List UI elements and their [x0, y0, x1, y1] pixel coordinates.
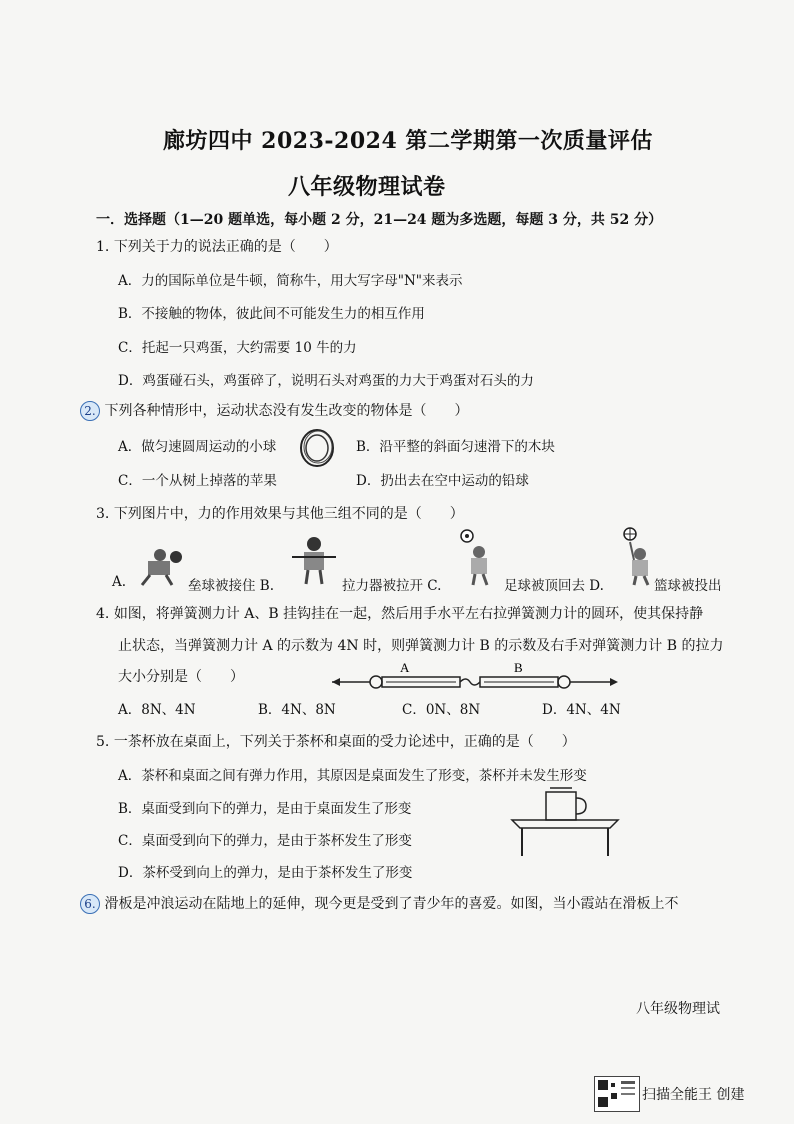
scale-label-a: A: [400, 660, 410, 675]
question-stem: 下列图片中，力的作用效果与其他三组不同的是（ ）: [113, 506, 464, 522]
question-stem: 下列各种情形中，运动状态没有发生改变的物体是（ ）: [104, 403, 469, 419]
q5-option-b: B．桌面受到向下的弹力，是由于桌面发生了形变: [118, 801, 412, 817]
q2-option-d: D．扔出去在空中运动的铅球: [356, 473, 529, 489]
q3-caption-expander: 拉力器被拉开 C.: [342, 578, 442, 594]
question-4-line-2: 止状态，当弹簧测力计 A 的示数为 4N 时，则弹簧测力计 B 的示数及右手对弹簧测力计 B 的拉力: [118, 638, 724, 654]
question-number: 4.: [96, 606, 110, 622]
chest-expander-image: [290, 535, 338, 585]
scale-label-b: B: [514, 660, 523, 675]
question-stem: 如图，将弹簧测力计 A、B 挂钩挂在一起，然后用手水平左右拉弹簧测力计的圆环，使其保持静: [113, 606, 704, 622]
q1-option-b: B．不接触的物体，彼此间不可能发生力的相互作用: [118, 306, 425, 322]
question-4-line-1: [96, 603, 703, 623]
question-4-line-3: 大小分别是（ ）: [118, 669, 244, 685]
question-number: 3.: [96, 506, 110, 522]
q5-option-c: C．桌面受到向下的弹力，是由于茶杯发生了形变: [118, 833, 412, 849]
question-1: [96, 236, 338, 256]
question-2: [80, 400, 468, 421]
q5-option-a: A．茶杯和桌面之间有弹力作用，其原因是桌面发生了形变，茶杯并未发生形变: [118, 768, 587, 784]
question-5: [96, 731, 576, 751]
camscanner-qr-logo: [594, 1076, 640, 1112]
q4-option-b: B．4N、8N: [258, 702, 336, 718]
q2-option-a: A．做匀速圆周运动的小球: [118, 439, 277, 455]
qr-code-icon: [595, 1077, 639, 1111]
q2-option-b: B．沿平整的斜面匀速滑下的木块: [356, 439, 555, 455]
question-stem: 下列关于力的说法正确的是（ ）: [113, 239, 338, 255]
q3-caption-basketball: 篮球被投出: [654, 578, 722, 594]
q3-option-a-label: A.: [112, 574, 127, 590]
cup-on-table-figure: [510, 786, 620, 858]
softball-catch-image: [138, 545, 188, 587]
q1-option-c: C．托起一只鸡蛋，大约需要 10 牛的力: [118, 340, 357, 356]
question-stem: 一茶杯放在桌面上，下列关于茶杯和桌面的受力论述中，正确的是（ ）: [113, 734, 576, 750]
question-stem: 滑板是冲浪运动在陆地上的延伸，现今更是受到了青少年的喜爱。如图，当小霞站在滑板上不: [104, 896, 679, 912]
scanner-watermark: 扫描全能王 创建: [642, 1087, 745, 1103]
exam-title: 廊坊四中 2023-2024 第二学期第一次质量评估: [163, 128, 653, 154]
spring-scale-figure: [330, 660, 620, 696]
q3-caption-softball: 垒球被接住 B.: [188, 578, 275, 594]
q2-option-c: C．一个从树上掉落的苹果: [118, 473, 277, 489]
question-number-circled: 2.: [80, 401, 100, 421]
q4-option-d: D．4N、4N: [542, 702, 621, 718]
q5-option-d: D．茶杯受到向上的弹力，是由于茶杯发生了形变: [118, 865, 413, 881]
page-footer-label: 八年级物理试: [636, 1001, 720, 1017]
exam-subtitle: 八年级物理试卷: [288, 174, 446, 200]
q1-option-d: D．鸡蛋碰石头，鸡蛋碎了，说明石头对鸡蛋的力大于鸡蛋对石头的力: [118, 373, 534, 389]
q1-option-a: A．力的国际单位是牛顿，简称牛，用大写字母"N"来表示: [118, 273, 463, 289]
q4-option-c: C．0N、8N: [402, 702, 481, 718]
q4-option-a: A．8N、4N: [118, 702, 196, 718]
question-number: 5.: [96, 734, 110, 750]
pen-circle-mark: [296, 426, 338, 470]
section-heading: 一．选择题（1—20 题单选，每小题 2 分，21—24 题为多选题，每题 3 分，共 52 分）: [96, 212, 663, 228]
question-number: 1.: [96, 239, 110, 255]
question-6: [80, 893, 678, 914]
soccer-header-image: [457, 528, 497, 586]
question-3: [96, 503, 464, 523]
q3-caption-soccer: 足球被顶回去 D.: [504, 578, 604, 594]
question-number-circled: 6.: [80, 894, 100, 914]
